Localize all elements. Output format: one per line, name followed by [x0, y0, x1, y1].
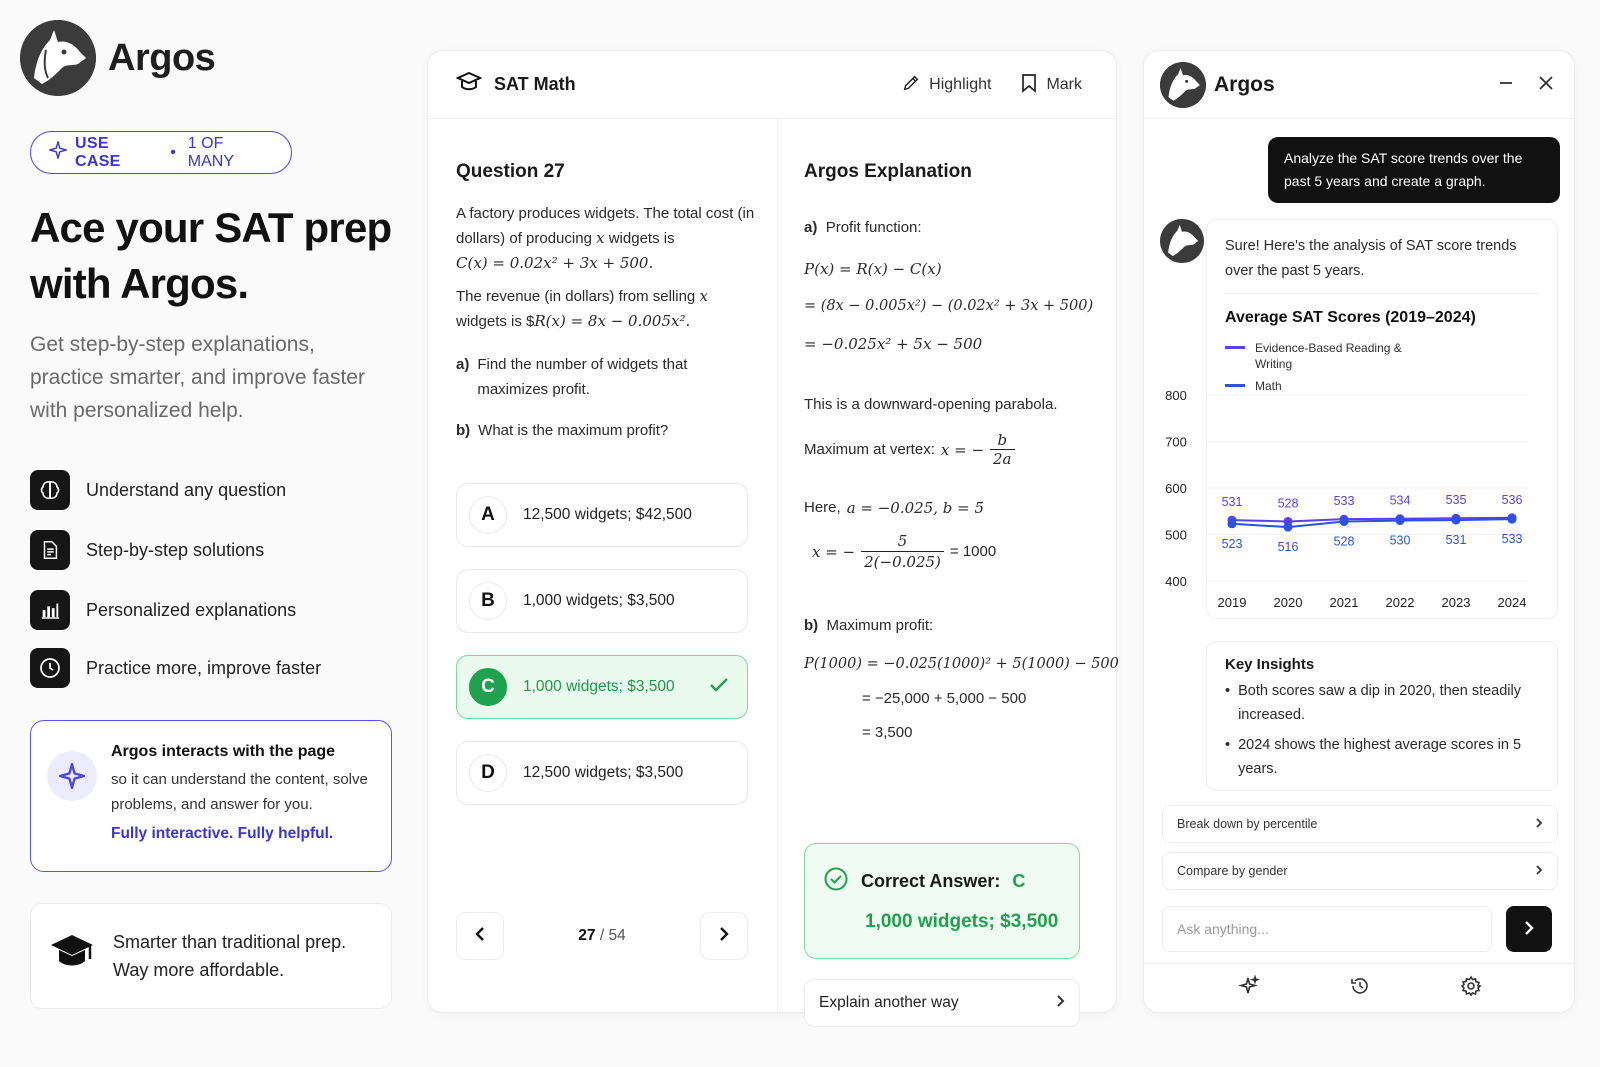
question-part-a: a) Find the number of widgets that maximizes profit.: [456, 356, 688, 398]
cost-formula: C(x) = 0.02x² + 3x + 500.: [456, 254, 654, 272]
feature-label: Understand any question: [86, 479, 287, 500]
x-tick-label: 2024: [1497, 595, 1527, 610]
explanation-line: P(1000) = −0.025(1000)² + 5(1000) − 500: [804, 656, 1119, 672]
explanation-line: Here, a = −0.025, b = 5: [804, 499, 985, 517]
brand: [20, 20, 215, 96]
graduation-cap-icon: [49, 931, 95, 981]
y-tick-label: 700: [1165, 434, 1187, 450]
data-point: [1340, 517, 1349, 526]
suggestion-gender[interactable]: [1162, 852, 1558, 890]
checkmark-icon: [709, 677, 729, 698]
sparkles-icon[interactable]: [1238, 975, 1260, 1002]
chevron-right-icon: [1535, 817, 1543, 832]
divider: [1225, 293, 1539, 294]
option-text: 12,500 widgets; $42,500: [523, 506, 692, 523]
data-label: 535: [1445, 493, 1467, 508]
question-column: [456, 119, 756, 443]
line-chart: [1144, 381, 1576, 621]
interact-card-body: so it can understand the content, solve problems, and answer for you.: [111, 771, 368, 813]
option-text: 12,500 widgets; $3,500: [523, 764, 684, 781]
data-label: 528: [1333, 534, 1355, 549]
data-label: 523: [1221, 536, 1243, 551]
chat-panel: [1143, 50, 1575, 1013]
prep-card: [30, 903, 392, 1009]
explanation-line: This is a downward-opening parabola.: [804, 396, 1058, 413]
feature-item: [30, 590, 296, 630]
option-letter: D: [469, 754, 507, 792]
clock-icon: [30, 648, 70, 688]
x-tick-label: 2021: [1329, 595, 1359, 610]
bot-message: Sure! Here's the analysis of SAT score trends over the past 5 years.: [1225, 238, 1517, 279]
pill-label: USE CASE: [75, 134, 121, 170]
minimize-icon[interactable]: [1498, 75, 1514, 96]
legend-item: [1225, 340, 1405, 372]
data-label: 533: [1501, 532, 1523, 547]
revenue-formula: R(x) = 8x − 0.005x².: [534, 312, 691, 330]
y-tick-label: 400: [1165, 574, 1187, 589]
mark-label: Mark: [1046, 76, 1082, 93]
legend-label: Math: [1255, 379, 1282, 393]
explanation-line: = (8x − 0.005x²) − (0.02x² + 3x + 500): [804, 298, 1094, 314]
pencil-icon: [902, 74, 920, 97]
option-letter: A: [469, 496, 507, 534]
prep-card-line2: Way more affordable.: [113, 960, 285, 980]
data-point: [1452, 516, 1461, 525]
insight-item: • Both scores saw a dip in 2020, then steadily increased.: [1225, 683, 1521, 723]
close-icon[interactable]: [1538, 75, 1554, 96]
feature-item: [30, 470, 286, 510]
x-tick-label: 2020: [1273, 595, 1303, 610]
panel-title: SAT Math: [494, 74, 576, 94]
feature-label: Personalized explanations: [86, 599, 297, 620]
y-tick-label: 800: [1165, 388, 1187, 403]
hero-subtitle: Get step-by-step explanations, practice smarter, and improve faster with personalized help.: [30, 333, 365, 422]
answer-option-a[interactable]: [456, 483, 748, 547]
data-label: 531: [1221, 495, 1243, 510]
y-tick-label: 600: [1165, 481, 1187, 496]
pill-count: 1 OF MANY: [187, 134, 235, 170]
prep-card-line1: Smarter than traditional prep.: [113, 932, 347, 952]
explanation-part-b: b) Maximum profit:: [804, 617, 934, 634]
chat-title: Argos: [1214, 72, 1275, 96]
graduation-cap-icon: [456, 70, 482, 99]
question-part-b: b) What is the maximum profit?: [456, 422, 669, 439]
x-tick-label: 2019: [1217, 595, 1247, 610]
option-text: 1,000 widgets; $3,500: [523, 678, 675, 695]
explanation-column: [804, 119, 1119, 1011]
question-panel: [427, 50, 1117, 1013]
brand-name: Argos: [108, 36, 216, 79]
chevron-right-icon: [1535, 864, 1543, 879]
correct-answer-box: [804, 843, 1080, 959]
answer-option-c[interactable]: [456, 655, 748, 719]
chart-title: Average SAT Scores (2019–2024): [1225, 309, 1476, 326]
use-case-pill: [30, 131, 292, 174]
explanation-line: x = − $\frac{5}{2(-0.025)}$ = 1000: [812, 532, 997, 571]
interact-card-title: Argos interacts with the page: [111, 743, 336, 760]
data-label: 533: [1333, 494, 1355, 509]
chevron-left-icon: [474, 926, 486, 947]
question-text-1: A factory produces widgets. The total cost (in dollars) of producing x widgets is C(x) = 0.02x² + 3x + 500.: [456, 205, 755, 272]
sparkle-icon: [49, 141, 67, 164]
explanation-line: P(x) = R(x) − C(x): [804, 260, 942, 278]
column-divider: [777, 119, 778, 1014]
feature-item: [30, 530, 264, 570]
data-point: [1508, 515, 1517, 524]
next-question-button[interactable]: [700, 912, 748, 960]
legend-swatch: [1225, 346, 1245, 349]
correct-answer-letter: C: [1012, 871, 1026, 891]
key-insights-card: [1206, 641, 1558, 791]
data-label: 528: [1277, 496, 1299, 511]
pill-separator: •: [170, 143, 176, 161]
x-tick-label: 2023: [1441, 595, 1471, 610]
user-message: Analyze the SAT score trends over the past 5 years and create a graph.: [1268, 137, 1560, 203]
send-button[interactable]: [1506, 906, 1552, 952]
explanation-line: = −0.025x² + 5x − 500: [804, 335, 983, 353]
data-label: 530: [1389, 533, 1411, 548]
hero-title: Ace your SAT prep with Argos.: [30, 204, 392, 307]
explanation-title: Argos Explanation: [804, 161, 972, 182]
check-circle-icon: [823, 866, 849, 897]
chat-header: [1144, 51, 1574, 119]
explanation-line: = 3,500: [862, 724, 913, 741]
y-tick-label: 500: [1165, 527, 1187, 543]
history-icon[interactable]: [1349, 975, 1371, 1002]
feature-item: [30, 648, 321, 688]
data-label: 534: [1389, 493, 1411, 508]
data-label: 531: [1445, 533, 1467, 548]
explanation-line: Maximum at vertex: x = − $\frac{b}{2a}$: [804, 431, 1015, 468]
interact-card: [30, 720, 392, 872]
bot-avatar: [1160, 219, 1204, 263]
option-letter: C: [469, 668, 507, 706]
suggestion-label: Break down by percentile: [1177, 817, 1318, 831]
answer-option-d[interactable]: [456, 741, 748, 805]
highlight-label: Highlight: [929, 76, 992, 93]
data-point: [1396, 516, 1405, 525]
ask-input[interactable]: [1162, 906, 1492, 952]
suggestion-label: Compare by gender: [1177, 864, 1288, 878]
option-text: 1,000 widgets; $3,500: [523, 592, 675, 609]
answer-option-b[interactable]: [456, 569, 748, 633]
chevron-right-icon: [1055, 994, 1065, 1013]
explain-button-label: Explain another way: [819, 994, 959, 1011]
highlight-button[interactable]: [902, 74, 991, 97]
legend-label: Evidence-Based Reading & Writing: [1255, 341, 1402, 371]
data-label: 516: [1277, 540, 1299, 555]
question-panel-header: [428, 51, 1116, 119]
correct-answer-value: 1,000 widgets; $3,500: [865, 911, 1059, 932]
wolf-logo-icon: [20, 20, 96, 96]
explanation-line: = −25,000 + 5,000 − 500: [862, 690, 1027, 707]
chat-footer: [1144, 963, 1576, 1013]
wolf-logo-icon: [1160, 62, 1206, 108]
page-indicator: 27 / 54: [578, 927, 626, 944]
question-pager: [456, 912, 748, 960]
prev-question-button[interactable]: [456, 912, 504, 960]
insights-title: Key Insights: [1225, 656, 1315, 673]
interact-card-link[interactable]: Fully interactive. Fully helpful.: [111, 825, 334, 842]
chevron-right-icon: [718, 926, 730, 947]
explanation-part-a: a) Profit function:: [804, 219, 922, 236]
data-label: 536: [1501, 492, 1523, 507]
gear-icon[interactable]: [1460, 975, 1482, 1002]
bookmark-icon: [1021, 73, 1037, 98]
x-tick-label: 2022: [1385, 595, 1415, 610]
feature-label: Step-by-step solutions: [86, 539, 265, 560]
option-letter: B: [469, 582, 507, 620]
suggestion-percentile[interactable]: [1162, 805, 1558, 843]
correct-answer-label: Correct Answer:: [861, 871, 1001, 891]
sparkle-icon: [47, 751, 97, 801]
insight-item: • 2024 shows the highest average scores in 5 years.: [1225, 737, 1522, 777]
document-icon: [30, 530, 70, 570]
explain-another-way-button[interactable]: [804, 979, 1080, 1027]
bar-chart-icon: [30, 590, 70, 630]
data-point: [1228, 519, 1237, 528]
question-text-2: The revenue (in dollars) from selling x widgets is $R(x) = 8x − 0.005x².: [456, 287, 708, 330]
chevron-right-icon: [1523, 920, 1535, 939]
feature-label: Practice more, improve faster: [86, 657, 322, 678]
mark-button[interactable]: [1021, 73, 1082, 98]
data-point: [1284, 523, 1293, 532]
question-title: Question 27: [456, 161, 565, 182]
brain-icon: [30, 470, 70, 510]
